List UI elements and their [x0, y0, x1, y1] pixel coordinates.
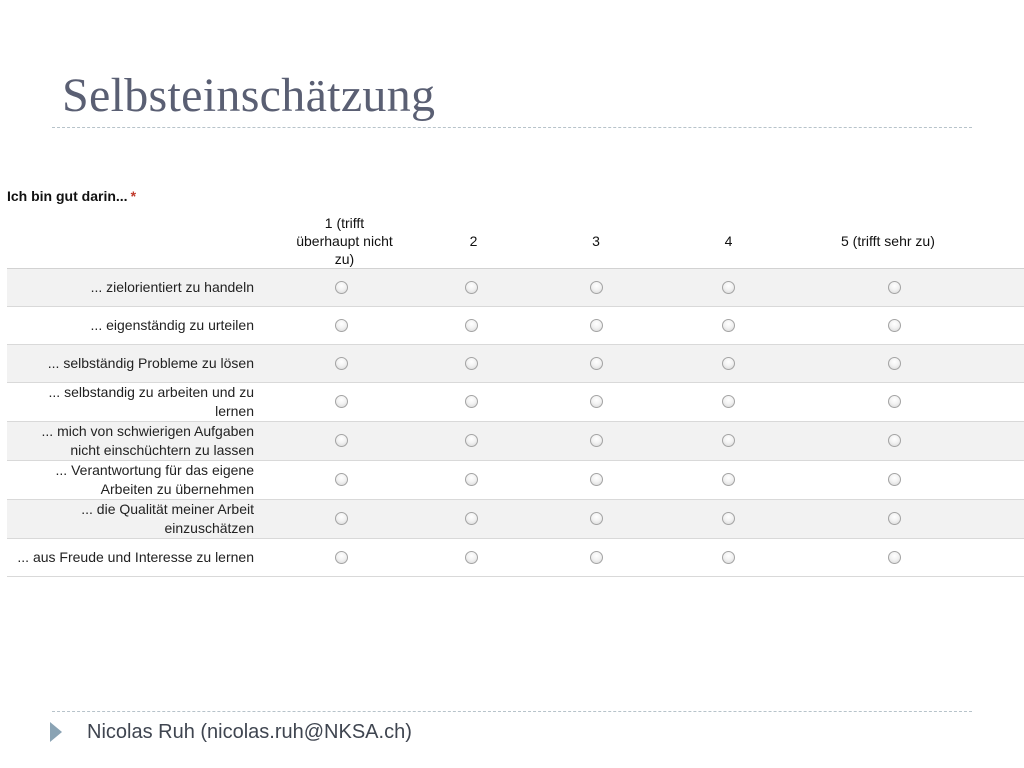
option-cell — [264, 345, 397, 383]
rating-5-radio[interactable] — [888, 395, 901, 408]
rating-2-radio[interactable] — [465, 319, 478, 332]
rating-3-radio[interactable] — [590, 434, 603, 447]
rating-4-radio[interactable] — [722, 357, 735, 370]
rating-5-radio[interactable] — [888, 357, 901, 370]
option-cell — [530, 307, 662, 345]
matrix-row — [7, 383, 1024, 422]
option-cell — [795, 383, 1024, 422]
option-cell — [530, 345, 662, 383]
statement-label: ... eigenständig zu urteilen — [7, 307, 264, 345]
footer — [50, 720, 412, 744]
rating-5-radio[interactable] — [888, 551, 901, 564]
question-text: Ich bin gut darin... — [7, 188, 128, 204]
matrix-row — [7, 345, 1024, 383]
rating-3-radio[interactable] — [590, 473, 603, 486]
required-asterisk: * — [130, 188, 137, 204]
rating-2-radio[interactable] — [465, 395, 478, 408]
rating-4-radio[interactable] — [722, 473, 735, 486]
option-cell — [530, 461, 662, 500]
option-cell — [264, 461, 397, 500]
footer-divider — [52, 711, 972, 712]
option-cell — [397, 422, 530, 461]
rating-3-radio[interactable] — [590, 319, 603, 332]
option-cell — [662, 383, 795, 422]
option-cell — [530, 500, 662, 539]
scale-header-row — [7, 214, 1024, 269]
rating-5-radio[interactable] — [888, 473, 901, 486]
option-cell — [795, 539, 1024, 577]
option-cell — [795, 461, 1024, 500]
rating-1-radio[interactable] — [335, 473, 348, 486]
rating-1-radio[interactable] — [335, 357, 348, 370]
option-cell — [397, 500, 530, 539]
title-divider — [52, 127, 972, 128]
question-label — [7, 188, 136, 204]
rating-2-radio[interactable] — [465, 281, 478, 294]
option-cell — [264, 383, 397, 422]
option-cell — [264, 269, 397, 307]
option-cell — [397, 269, 530, 307]
rating-4-radio[interactable] — [722, 512, 735, 525]
option-cell — [264, 307, 397, 345]
rating-5-radio[interactable] — [888, 512, 901, 525]
rating-2-radio[interactable] — [465, 434, 478, 447]
option-cell — [795, 500, 1024, 539]
option-cell — [662, 539, 795, 577]
matrix-row — [7, 269, 1024, 307]
option-cell — [662, 269, 795, 307]
rating-4-radio[interactable] — [722, 319, 735, 332]
rating-3-radio[interactable] — [590, 357, 603, 370]
option-cell — [530, 422, 662, 461]
statement-label: ... die Qualität meiner Arbeit einzuschätzen — [7, 500, 264, 539]
option-cell — [795, 269, 1024, 307]
option-cell — [662, 345, 795, 383]
rating-4-radio[interactable] — [722, 281, 735, 294]
matrix-row — [7, 422, 1024, 461]
option-cell — [795, 307, 1024, 345]
rating-1-radio[interactable] — [335, 512, 348, 525]
option-cell — [662, 422, 795, 461]
rating-2-radio[interactable] — [465, 512, 478, 525]
option-cell — [662, 461, 795, 500]
option-cell — [264, 500, 397, 539]
statement-label: ... selbständig Probleme zu lösen — [7, 345, 264, 383]
header-empty-cell — [7, 214, 264, 269]
option-cell — [264, 539, 397, 577]
rating-1-radio[interactable] — [335, 281, 348, 294]
rating-3-radio[interactable] — [590, 551, 603, 564]
rating-4-radio[interactable] — [722, 551, 735, 564]
matrix-row — [7, 307, 1024, 345]
rating-1-radio[interactable] — [335, 434, 348, 447]
option-cell — [397, 461, 530, 500]
option-cell — [397, 307, 530, 345]
rating-1-radio[interactable] — [335, 551, 348, 564]
option-cell — [397, 383, 530, 422]
scale-header-2: 2 — [397, 214, 530, 269]
likert-matrix — [7, 214, 1024, 577]
matrix-row — [7, 539, 1024, 577]
option-cell — [530, 539, 662, 577]
rating-2-radio[interactable] — [465, 551, 478, 564]
option-cell — [662, 307, 795, 345]
rating-1-radio[interactable] — [335, 395, 348, 408]
statement-label: ... zielorientiert zu handeln — [7, 269, 264, 307]
rating-2-radio[interactable] — [465, 473, 478, 486]
option-cell — [530, 269, 662, 307]
option-cell — [795, 422, 1024, 461]
statement-label: ... Verantwortung für das eigene Arbeiten zu übernehmen — [7, 461, 264, 500]
matrix-row — [7, 500, 1024, 539]
option-cell — [662, 500, 795, 539]
option-cell — [397, 345, 530, 383]
rating-2-radio[interactable] — [465, 357, 478, 370]
matrix-row — [7, 461, 1024, 500]
rating-4-radio[interactable] — [722, 434, 735, 447]
rating-1-radio[interactable] — [335, 319, 348, 332]
rating-5-radio[interactable] — [888, 281, 901, 294]
rating-3-radio[interactable] — [590, 281, 603, 294]
option-cell — [530, 383, 662, 422]
matrix-body — [7, 269, 1024, 577]
statement-label: ... aus Freude und Interesse zu lernen — [7, 539, 264, 577]
rating-4-radio[interactable] — [722, 395, 735, 408]
scale-header-1: 1 (trifft überhaupt nicht zu) — [264, 214, 397, 269]
triangle-bullet-icon — [50, 722, 62, 742]
slide-title: Selbsteinschätzung — [62, 69, 436, 122]
option-cell — [264, 422, 397, 461]
rating-3-radio[interactable] — [590, 512, 603, 525]
statement-label: ... selbstandig zu arbeiten und zu lernen — [7, 383, 264, 422]
footer-author: Nicolas Ruh (nicolas.ruh@NKSA.ch) — [87, 720, 412, 743]
rating-5-radio[interactable] — [888, 434, 901, 447]
scale-header-3: 3 — [530, 214, 662, 269]
scale-header-4: 4 — [662, 214, 795, 269]
rating-3-radio[interactable] — [590, 395, 603, 408]
scale-header-5: 5 (trifft sehr zu) — [795, 214, 1024, 269]
statement-label: ... mich von schwierigen Aufgaben nicht einschüchtern zu lassen — [7, 422, 264, 461]
option-cell — [795, 345, 1024, 383]
rating-5-radio[interactable] — [888, 319, 901, 332]
option-cell — [397, 539, 530, 577]
